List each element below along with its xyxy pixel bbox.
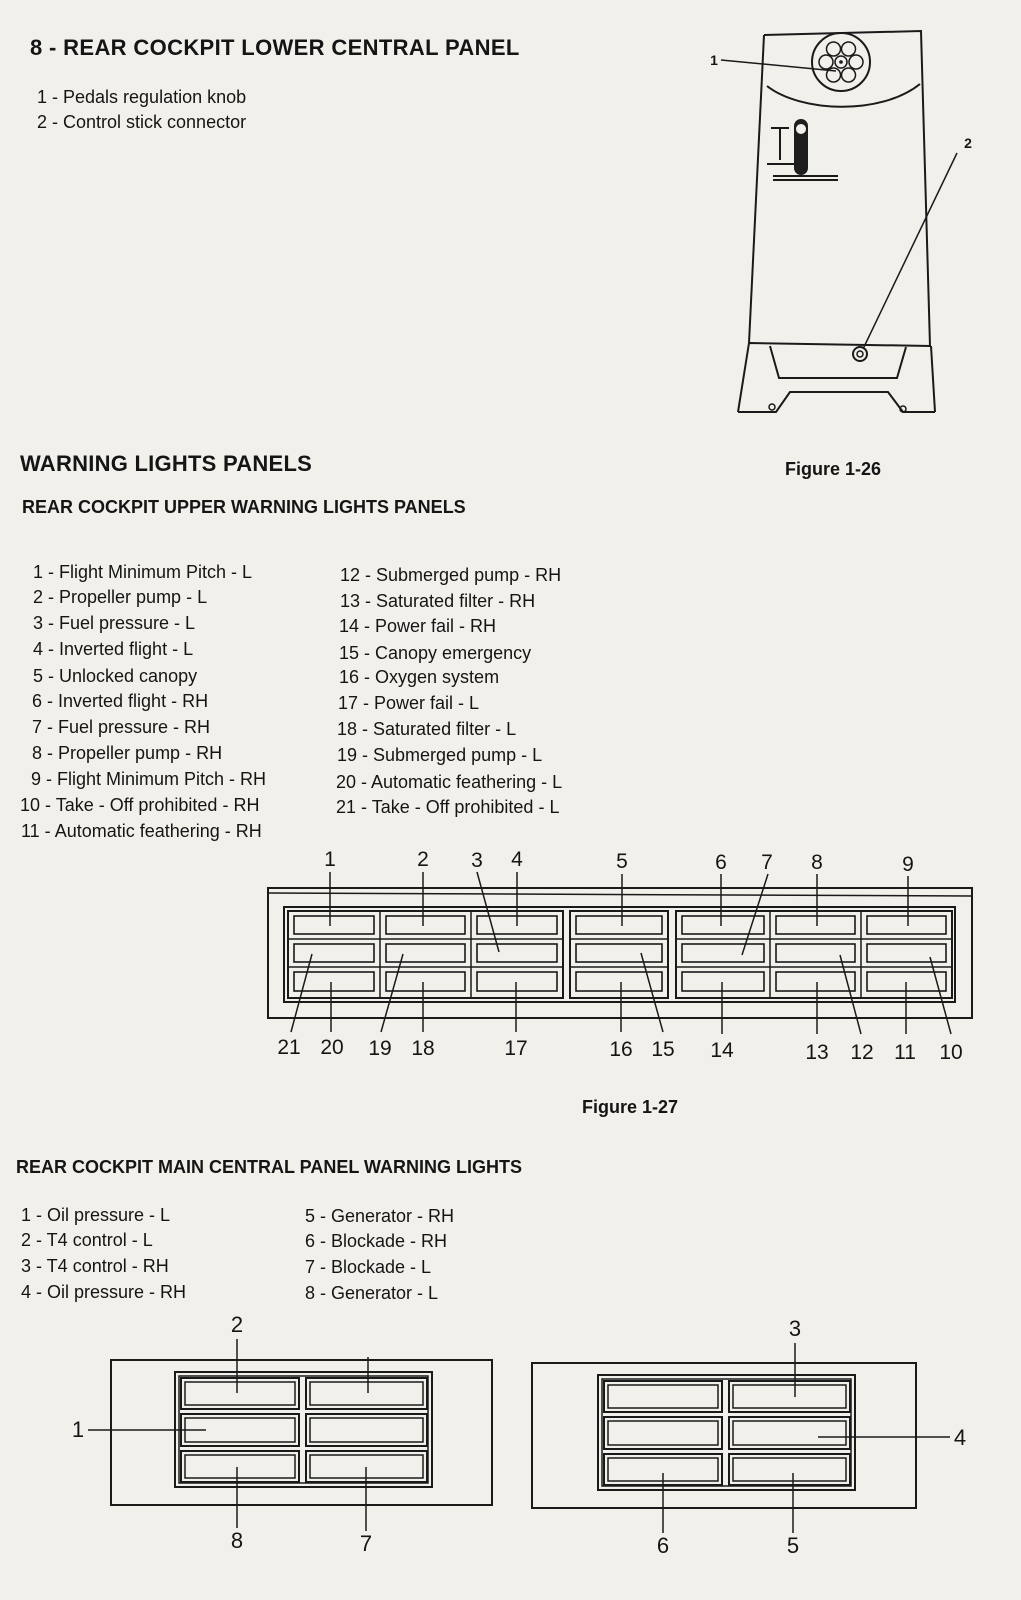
warning-lamp [729,1417,850,1449]
warning-lamp [682,972,764,991]
list-item: 8 - Generator - L [305,1283,439,1303]
list-item: 5 - Unlocked canopy [33,666,198,686]
callout-label: 7 [761,851,773,874]
list-item: 3 - T4 control - RH [21,1256,169,1276]
list-item: 6 - Inverted flight - RH [32,691,209,711]
pedals-regulation-knob [812,33,870,91]
callout-label: 18 [411,1037,435,1060]
warning-lamp [776,972,855,991]
list-item: 15 - Canopy emergency [339,643,532,663]
leader-lines [88,1339,368,1531]
callout-label: 9 [902,853,914,876]
lamp-group-center [570,911,668,998]
warning-lamp [576,916,662,934]
leader-lines [663,1343,950,1533]
warning-lamp [306,1414,427,1446]
panel-inner-frame [179,1376,428,1483]
callout-label: 4 [511,848,523,871]
list-item: 16 - Oxygen system [339,667,500,687]
subsection-title: REAR COCKPIT UPPER WARNING LIGHTS PANELS [22,497,466,517]
control-stick-connector [853,347,867,361]
bolt-icon [769,404,775,410]
callout-label: 1 [710,52,718,68]
callout-label: 5 [616,850,628,873]
list-item: 3 - Fuel pressure - L [33,613,196,633]
callout-label: 1 [324,848,336,871]
callout-label: 4 [953,1425,967,1450]
callout-label: 8 [811,851,823,874]
callout-label: 11 [894,1041,916,1064]
list-item: 2 - T4 control - L [21,1230,153,1250]
section-title: 8 - REAR COCKPIT LOWER CENTRAL PANEL [30,35,520,60]
callout-label: 3 [471,849,483,872]
list-item: 6 - Blockade - RH [305,1231,448,1251]
panel-inner-frame [598,1375,855,1490]
leader-lines-bottom [291,953,951,1034]
list-item: 18 - Saturated filter - L [337,719,517,739]
callout-label: 17 [504,1037,528,1060]
panel-inner-frame [602,1379,851,1486]
warning-lamp [576,944,662,962]
callout-label: 2 [417,848,429,871]
list-item: 8 - Propeller pump - RH [32,743,223,763]
list-item: 1 - Flight Minimum Pitch - L [33,562,253,582]
warning-lamp [867,944,946,962]
figure-1-26-drawing [710,31,972,412]
warning-lamp [776,944,855,962]
list-item: 5 - Generator - RH [305,1206,455,1226]
warning-lamp [477,972,557,991]
main-central-right-panel-drawing [532,1316,966,1558]
callout-label: 6 [715,851,727,874]
callout-label: 2 [964,135,972,151]
list-item: 13 - Saturated filter - RH [340,591,536,611]
panel-base [738,343,935,412]
callout-label: 5 [786,1533,800,1558]
warning-lamp [477,944,557,962]
warning-lamp [682,944,764,962]
main-central-left-panel-drawing [72,1312,492,1556]
figure-caption: Figure 1-26 [785,459,882,479]
list-item: 20 - Automatic feathering - L [336,772,563,792]
leader-lines-top [330,872,908,955]
section-title: WARNING LIGHTS PANELS [20,451,313,476]
callout-label: 8 [230,1528,244,1553]
callout-label: 1 [71,1417,85,1442]
callout-label: 13 [805,1041,829,1064]
list-item: 7 - Blockade - L [305,1257,432,1277]
panel-frame-edge [268,893,972,896]
list-item: 1 - Oil pressure - L [21,1205,171,1225]
list-item: 1 - Pedals regulation knob [37,87,247,107]
lamp-group-right [676,911,952,998]
panel-upper-curve [767,84,920,107]
callout-label: 19 [368,1037,392,1060]
callout-label: 3 [788,1316,802,1341]
list-item: 17 - Power fail - L [338,693,480,713]
callout-label: 2 [230,1312,244,1337]
warning-lamp [386,916,465,934]
list-item: 12 - Submerged pump - RH [340,565,562,585]
leader-line [863,153,957,349]
list-item: 21 - Take - Off prohibited - L [336,797,560,817]
list-item: 11 - Automatic feathering - RH [21,821,262,841]
warning-lamp [776,916,855,934]
warning-lamp [294,944,374,962]
panel-inner-frame [175,1372,432,1487]
stick-slot [794,119,808,175]
list-item: 2 - Control stick connector [37,112,247,132]
callout-label: 12 [850,1041,874,1064]
callout-label: 16 [609,1038,633,1061]
callout-label: 7 [359,1531,373,1556]
callout-label: 20 [320,1036,344,1059]
callout-label: 6 [656,1533,670,1558]
list-item: 14 - Power fail - RH [339,616,497,636]
figure-1-27-drawing [268,848,972,1064]
list-item: 7 - Fuel pressure - RH [32,717,211,737]
warning-lamp [867,916,946,934]
warning-lamp [604,1417,722,1449]
figure-caption: Figure 1-27 [582,1097,679,1117]
grid-lines [288,911,952,998]
callout-label: 21 [277,1036,301,1059]
list-item: 4 - Inverted flight - L [33,639,194,659]
list-item: 10 - Take - Off prohibited - RH [20,795,260,815]
warning-lamp [294,916,374,934]
list-item: 9 - Flight Minimum Pitch - RH [31,769,267,789]
callout-label: 14 [710,1039,734,1062]
subsection-title: REAR COCKPIT MAIN CENTRAL PANEL WARNING LIGHTS [16,1157,523,1177]
warning-lamp [386,944,465,962]
callout-label: 15 [651,1038,675,1061]
callout-label: 10 [939,1041,963,1064]
list-item: 2 - Propeller pump - L [33,587,208,607]
list-item: 19 - Submerged pump - L [337,745,543,765]
list-item: 4 - Oil pressure - RH [21,1282,187,1302]
